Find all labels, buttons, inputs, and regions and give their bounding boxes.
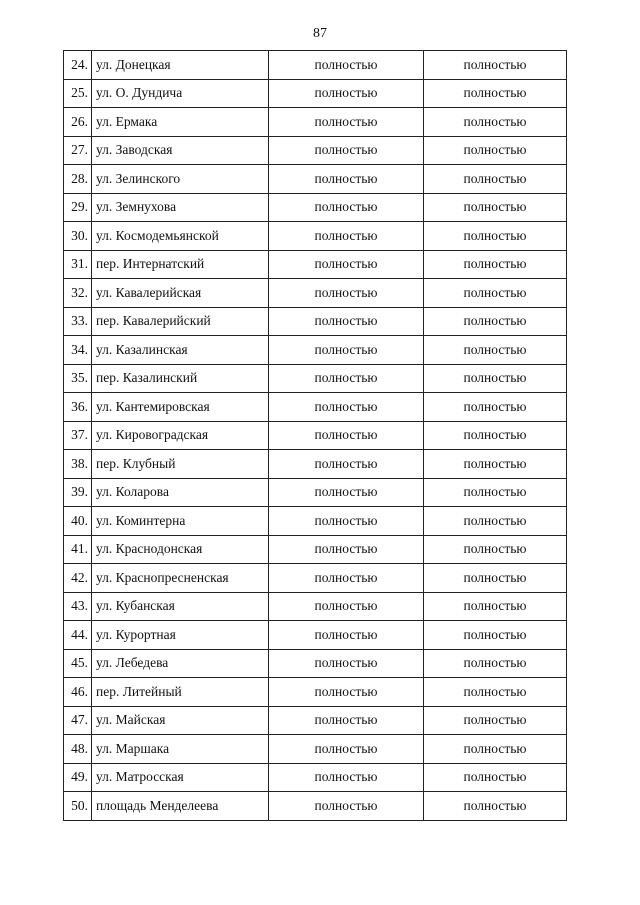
table-body (64, 51, 567, 821)
page-number: 87 (313, 26, 327, 41)
row-number-cell: 25. (64, 79, 92, 108)
status-cell: полностью (424, 478, 567, 507)
status-cell: полностью (424, 336, 567, 365)
status-cell: полностью (269, 108, 424, 137)
table-row (64, 535, 567, 564)
row-number-cell: 37. (64, 421, 92, 450)
street-name-cell: ул. О. Дундича (92, 79, 269, 108)
status-cell: полностью (269, 621, 424, 650)
table-row (64, 621, 567, 650)
row-number-cell: 28. (64, 165, 92, 194)
status-cell: полностью (424, 165, 567, 194)
status-cell: полностью (424, 450, 567, 479)
row-number-cell: 40. (64, 507, 92, 536)
street-name-cell: пер. Интернатский (92, 250, 269, 279)
table-row (64, 393, 567, 422)
table-row (64, 51, 567, 80)
street-name-cell: ул. Коларова (92, 478, 269, 507)
street-name-cell: ул. Майская (92, 706, 269, 735)
status-cell: полностью (269, 649, 424, 678)
status-cell: полностью (269, 364, 424, 393)
table-row (64, 649, 567, 678)
status-cell: полностью (269, 535, 424, 564)
table-row (64, 706, 567, 735)
status-cell: полностью (424, 421, 567, 450)
status-cell: полностью (269, 279, 424, 308)
table-row (64, 79, 567, 108)
row-number-cell: 50. (64, 792, 92, 821)
status-cell: полностью (424, 706, 567, 735)
row-number-cell: 35. (64, 364, 92, 393)
row-number-cell: 42. (64, 564, 92, 593)
street-name-cell: пер. Литейный (92, 678, 269, 707)
status-cell: полностью (424, 592, 567, 621)
table-row (64, 307, 567, 336)
table-row (64, 763, 567, 792)
row-number-cell: 24. (64, 51, 92, 80)
row-number-cell: 26. (64, 108, 92, 137)
status-cell: полностью (424, 364, 567, 393)
status-cell: полностью (424, 250, 567, 279)
status-cell: полностью (269, 478, 424, 507)
status-cell: полностью (269, 393, 424, 422)
table-row (64, 364, 567, 393)
status-cell: полностью (424, 279, 567, 308)
row-number-cell: 29. (64, 193, 92, 222)
status-cell: полностью (424, 564, 567, 593)
table-row (64, 507, 567, 536)
status-cell: полностью (269, 706, 424, 735)
table-row (64, 279, 567, 308)
street-name-cell: ул. Донецкая (92, 51, 269, 80)
table-row (64, 336, 567, 365)
status-cell: полностью (424, 193, 567, 222)
street-name-cell: ул. Кубанская (92, 592, 269, 621)
street-name-cell: ул. Кировоградская (92, 421, 269, 450)
row-number-cell: 47. (64, 706, 92, 735)
status-cell: полностью (424, 79, 567, 108)
status-cell: полностью (424, 735, 567, 764)
status-cell: полностью (424, 393, 567, 422)
row-number-cell: 36. (64, 393, 92, 422)
row-number-cell: 32. (64, 279, 92, 308)
table-row (64, 564, 567, 593)
street-name-cell: ул. Ермака (92, 108, 269, 137)
status-cell: полностью (269, 51, 424, 80)
street-name-cell: ул. Маршака (92, 735, 269, 764)
street-name-cell: ул. Лебедева (92, 649, 269, 678)
table-row (64, 592, 567, 621)
table-row (64, 165, 567, 194)
row-number-cell: 33. (64, 307, 92, 336)
status-cell: полностью (269, 165, 424, 194)
row-number-cell: 27. (64, 136, 92, 165)
row-number-cell: 45. (64, 649, 92, 678)
status-cell: полностью (269, 735, 424, 764)
status-cell: полностью (424, 763, 567, 792)
status-cell: полностью (269, 336, 424, 365)
table-row (64, 421, 567, 450)
status-cell: полностью (269, 307, 424, 336)
street-name-cell: пер. Клубный (92, 450, 269, 479)
table-row (64, 735, 567, 764)
status-cell: полностью (269, 421, 424, 450)
status-cell: полностью (269, 450, 424, 479)
street-name-cell: ул. Матросская (92, 763, 269, 792)
status-cell: полностью (424, 108, 567, 137)
row-number-cell: 38. (64, 450, 92, 479)
status-cell: полностью (269, 678, 424, 707)
status-cell: полностью (269, 193, 424, 222)
status-cell: полностью (269, 792, 424, 821)
table-row (64, 792, 567, 821)
status-cell: полностью (424, 222, 567, 251)
row-number-cell: 30. (64, 222, 92, 251)
status-cell: полностью (269, 136, 424, 165)
status-cell: полностью (269, 564, 424, 593)
status-cell: полностью (424, 678, 567, 707)
status-cell: полностью (424, 621, 567, 650)
status-cell: полностью (424, 649, 567, 678)
row-number-cell: 48. (64, 735, 92, 764)
row-number-cell: 49. (64, 763, 92, 792)
row-number-cell: 44. (64, 621, 92, 650)
street-name-cell: ул. Космодемьянской (92, 222, 269, 251)
table-row (64, 478, 567, 507)
table-row (64, 193, 567, 222)
status-cell: полностью (424, 507, 567, 536)
status-cell: полностью (269, 250, 424, 279)
status-cell: полностью (269, 79, 424, 108)
status-cell: полностью (424, 535, 567, 564)
table-row (64, 250, 567, 279)
status-cell: полностью (424, 792, 567, 821)
row-number-cell: 34. (64, 336, 92, 365)
row-number-cell: 41. (64, 535, 92, 564)
street-name-cell: ул. Коминтерна (92, 507, 269, 536)
status-cell: полностью (424, 51, 567, 80)
street-table (63, 50, 567, 821)
street-name-cell: площадь Менделеева (92, 792, 269, 821)
street-name-cell: пер. Кавалерийский (92, 307, 269, 336)
street-name-cell: ул. Кавалерийская (92, 279, 269, 308)
table-row (64, 678, 567, 707)
street-name-cell: ул. Краснодонская (92, 535, 269, 564)
street-name-cell: ул. Курортная (92, 621, 269, 650)
row-number-cell: 31. (64, 250, 92, 279)
table-row (64, 108, 567, 137)
status-cell: полностью (269, 222, 424, 251)
street-name-cell: ул. Заводская (92, 136, 269, 165)
status-cell: полностью (424, 136, 567, 165)
status-cell: полностью (269, 592, 424, 621)
table-row (64, 222, 567, 251)
table-row (64, 136, 567, 165)
street-name-cell: ул. Земнухова (92, 193, 269, 222)
status-cell: полностью (269, 507, 424, 536)
row-number-cell: 46. (64, 678, 92, 707)
street-name-cell: ул. Кантемировская (92, 393, 269, 422)
street-name-cell: ул. Зелинского (92, 165, 269, 194)
table-row (64, 450, 567, 479)
row-number-cell: 39. (64, 478, 92, 507)
status-cell: полностью (269, 763, 424, 792)
street-name-cell: пер. Казалинский (92, 364, 269, 393)
status-cell: полностью (424, 307, 567, 336)
row-number-cell: 43. (64, 592, 92, 621)
street-name-cell: ул. Краснопресненская (92, 564, 269, 593)
street-name-cell: ул. Казалинская (92, 336, 269, 365)
